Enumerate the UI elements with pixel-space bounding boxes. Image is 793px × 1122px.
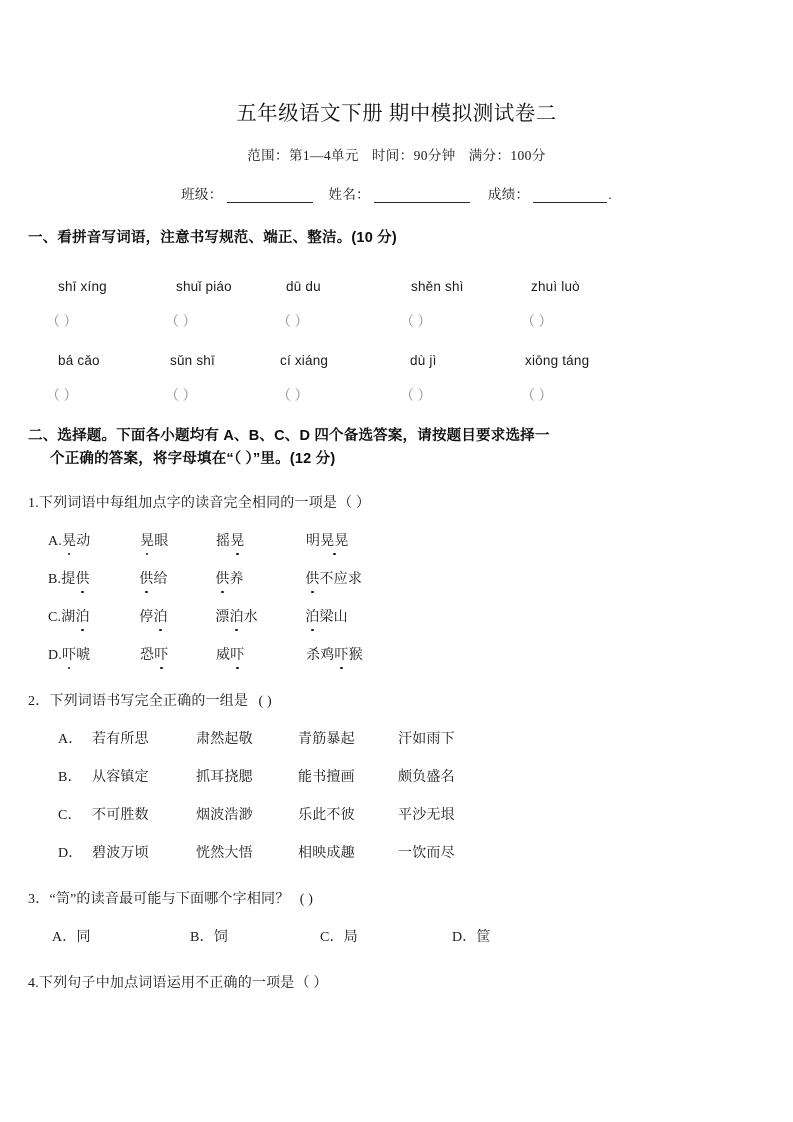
grade-field bbox=[488, 183, 612, 203]
question-3-option-b[interactable] bbox=[190, 926, 320, 946]
option-label: D. bbox=[48, 648, 63, 664]
option-item: 威吓 bbox=[216, 644, 306, 664]
grade-label: 成绩： bbox=[487, 187, 530, 202]
option-item: 停泊 bbox=[139, 606, 215, 626]
option-label: C． bbox=[320, 930, 344, 946]
option-item: 湖泊 bbox=[61, 606, 139, 626]
question-text: 下列词语中每组加点字的读音完全相同的一项是 bbox=[38, 496, 338, 512]
option-item: 能书擅画 bbox=[298, 770, 355, 786]
emphasis-dot-char: 吓 bbox=[154, 644, 168, 664]
answer-blank[interactable]: ( ) bbox=[299, 892, 314, 908]
emphasis-dot-char: 供 bbox=[215, 568, 229, 588]
option-item: 碧波万顷 bbox=[92, 846, 149, 862]
answer-blank[interactable]: ( ) bbox=[258, 694, 272, 710]
question-2-option-b[interactable] bbox=[0, 748, 793, 786]
option-item: 恐吓 bbox=[140, 644, 216, 664]
option-label: B. bbox=[48, 572, 62, 588]
pinyin-item: shuǐ piáo bbox=[176, 279, 232, 295]
emphasis-dot-char: 泊 bbox=[75, 606, 89, 626]
total-score-value: 100分 bbox=[510, 148, 546, 163]
question-text: 下列词语书写完全正确的一组是 bbox=[49, 694, 249, 710]
pinyin-item: dù jì bbox=[410, 353, 437, 369]
name-input-blank[interactable] bbox=[374, 189, 470, 203]
option-item: 烟波浩渺 bbox=[196, 808, 253, 824]
question-text: 下列句子中加点词语运用不正确的一项是 bbox=[38, 976, 295, 992]
option-item: 吓唬 bbox=[62, 644, 140, 664]
option-text: 筐 bbox=[476, 930, 491, 946]
time-label: 时间： bbox=[371, 148, 414, 163]
name-field bbox=[329, 183, 478, 203]
question-3-option-a[interactable] bbox=[52, 926, 190, 946]
answer-bracket[interactable]: （ ） bbox=[521, 389, 553, 405]
grade-input-blank[interactable] bbox=[533, 189, 607, 203]
pinyin-item: bá cǎo bbox=[58, 353, 100, 369]
time-value: 90分钟 bbox=[413, 148, 456, 163]
student-info-line bbox=[0, 164, 793, 203]
option-label: A． bbox=[58, 732, 83, 748]
scope-label: 范围： bbox=[247, 148, 289, 163]
emphasis-dot-char: 泊 bbox=[305, 606, 319, 626]
emphasis-dot-char: 晃 bbox=[140, 530, 154, 550]
option-item: 晃动 bbox=[62, 530, 140, 550]
question-2-option-c[interactable] bbox=[0, 786, 793, 824]
section-2-heading bbox=[0, 405, 694, 470]
answer-bracket[interactable]: （ ） bbox=[277, 389, 309, 405]
option-item: 供给 bbox=[139, 568, 215, 588]
option-item: 恍然大悟 bbox=[196, 846, 253, 862]
question-2-option-a[interactable] bbox=[0, 710, 793, 748]
pinyin-item: shī xíng bbox=[58, 279, 107, 295]
answer-bracket[interactable]: （ ） bbox=[521, 315, 553, 331]
answer-blank[interactable]: （ ） bbox=[295, 976, 328, 992]
answer-bracket-row-1 bbox=[0, 294, 793, 331]
option-text: 局 bbox=[343, 930, 358, 946]
option-item: 抓耳挠腮 bbox=[196, 770, 253, 786]
total-score-label: 满分： bbox=[468, 148, 511, 163]
option-item: 若有所思 bbox=[92, 732, 149, 748]
option-label: B． bbox=[190, 930, 214, 946]
question-1-option-c[interactable] bbox=[0, 588, 793, 626]
answer-bracket[interactable]: （ ） bbox=[400, 389, 432, 405]
option-item: 泊梁山 bbox=[305, 606, 348, 626]
exam-meta-line bbox=[0, 126, 793, 164]
option-label: A. bbox=[48, 534, 63, 550]
class-label: 班级： bbox=[181, 187, 223, 202]
question-text: “笥”的读音最可能与下面哪个字相同？ bbox=[49, 892, 290, 908]
emphasis-dot-char: 供 bbox=[139, 568, 153, 588]
section-1-heading: 一、看拼音写词语，注意书写规范、端正、整洁。(10 分) bbox=[28, 230, 397, 246]
option-label: D． bbox=[452, 930, 477, 946]
emphasis-dot-char: 吓 bbox=[230, 644, 244, 664]
emphasis-dot-char: 吓 bbox=[334, 644, 348, 664]
answer-bracket[interactable]: （ ） bbox=[165, 389, 197, 405]
option-item: 供不应求 bbox=[305, 568, 362, 588]
question-3-stem bbox=[0, 862, 793, 908]
option-text: 饲 bbox=[213, 930, 228, 946]
option-item: 不可胜数 bbox=[92, 808, 149, 824]
pinyin-row-2 bbox=[0, 331, 793, 368]
section-2-heading-line-2: 个正确的答案，将字母填在“（ ）”里。(12 分) bbox=[50, 450, 336, 467]
question-number: 3． bbox=[28, 892, 50, 908]
pinyin-item: cí xiáng bbox=[280, 353, 329, 369]
answer-bracket[interactable]: （ ） bbox=[46, 389, 78, 405]
page-title: 五年级语文下册 期中模拟测试卷二 bbox=[236, 103, 557, 125]
option-item: 供养 bbox=[215, 568, 305, 588]
option-item: 青筋暴起 bbox=[298, 732, 355, 748]
question-1-option-a[interactable] bbox=[0, 512, 793, 550]
option-item: 漂泊水 bbox=[215, 606, 305, 626]
answer-bracket[interactable]: （ ） bbox=[165, 315, 197, 331]
pinyin-item: zhuì luò bbox=[531, 279, 580, 295]
option-label: D． bbox=[58, 846, 83, 862]
answer-blank[interactable]: （ ） bbox=[338, 496, 371, 512]
scope-value: 第1—4单元 bbox=[288, 148, 359, 163]
emphasis-dot-char: 泊 bbox=[229, 606, 243, 626]
name-label: 姓名： bbox=[328, 187, 370, 202]
option-item: 摇晃 bbox=[216, 530, 306, 550]
option-item: 乐此不彼 bbox=[298, 808, 355, 824]
option-label: B． bbox=[58, 770, 82, 786]
answer-bracket[interactable]: （ ） bbox=[46, 315, 78, 331]
class-field bbox=[181, 183, 318, 203]
emphasis-dot-char: 晃 bbox=[62, 530, 76, 550]
section-2-heading-line-1: 二、选择题。下面各小题均有 A、B、C、D 四个备选答案，请按题目要求选择一 bbox=[28, 428, 550, 445]
pinyin-item: dū du bbox=[286, 279, 321, 295]
option-item: 平沙无垠 bbox=[398, 808, 455, 824]
pinyin-item: shěn shì bbox=[411, 279, 464, 295]
option-item: 明晃晃 bbox=[306, 530, 349, 550]
class-input-blank[interactable] bbox=[227, 189, 313, 203]
question-2-stem bbox=[0, 664, 793, 710]
option-item: 晃眼 bbox=[140, 530, 216, 550]
option-item: 杀鸡吓猴 bbox=[306, 644, 363, 664]
option-item: 提供 bbox=[61, 568, 139, 588]
emphasis-dot-char: 泊 bbox=[153, 606, 167, 626]
question-4-stem bbox=[0, 946, 793, 992]
question-3-option-c[interactable] bbox=[320, 926, 452, 946]
question-number: 1. bbox=[28, 496, 39, 512]
question-2-option-d[interactable] bbox=[0, 824, 793, 862]
option-text: 同 bbox=[76, 930, 91, 946]
question-number: 2． bbox=[28, 694, 50, 710]
option-item: 相映成趣 bbox=[298, 846, 355, 862]
emphasis-dot-char: 晃晃 bbox=[320, 530, 348, 550]
emphasis-dot-char: 供 bbox=[75, 568, 89, 588]
question-number: 4. bbox=[28, 976, 39, 992]
question-1-option-d[interactable] bbox=[0, 626, 793, 664]
emphasis-dot-char: 吓 bbox=[62, 644, 76, 664]
question-3-option-d[interactable] bbox=[452, 926, 491, 946]
emphasis-dot-char: 供 bbox=[305, 568, 319, 588]
option-item: 肃然起敬 bbox=[196, 732, 253, 748]
answer-bracket-row-2 bbox=[0, 368, 793, 405]
option-label: C． bbox=[58, 808, 82, 824]
answer-bracket[interactable]: （ ） bbox=[277, 315, 309, 331]
option-item: 从容镇定 bbox=[92, 770, 149, 786]
question-3-options bbox=[0, 908, 793, 946]
emphasis-dot-char: 晃 bbox=[230, 530, 244, 550]
option-item: 颇负盛名 bbox=[398, 770, 455, 786]
answer-bracket[interactable]: （ ） bbox=[400, 315, 432, 331]
option-label: C. bbox=[48, 610, 62, 626]
pinyin-item: xiōng táng bbox=[525, 353, 590, 369]
pinyin-item: sǔn shī bbox=[170, 353, 215, 369]
question-1-stem bbox=[0, 470, 793, 512]
question-1-option-b[interactable] bbox=[0, 550, 793, 588]
option-item: 汗如雨下 bbox=[398, 732, 455, 748]
pinyin-row-1 bbox=[0, 249, 793, 294]
option-item: 一饮而尽 bbox=[398, 846, 455, 862]
option-label: A． bbox=[52, 930, 77, 946]
trailing-period: . bbox=[608, 187, 612, 202]
